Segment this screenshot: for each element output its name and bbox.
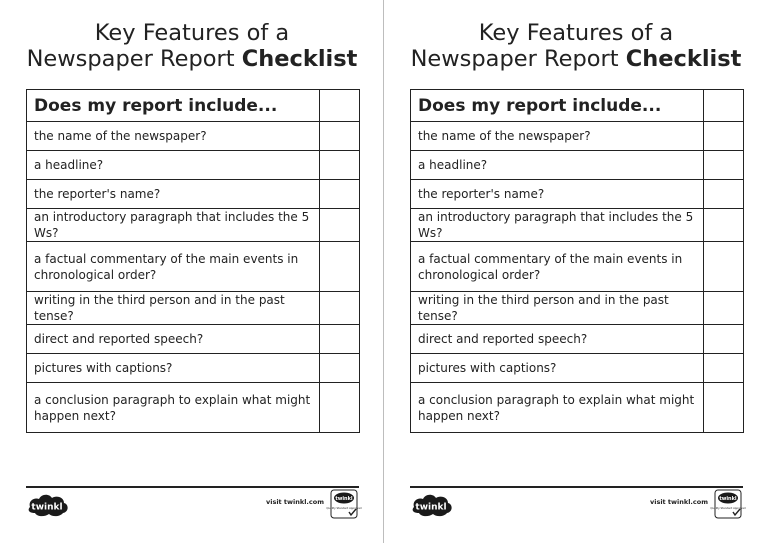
checkbox-cell[interactable] (704, 383, 744, 433)
checklist-item: direct and reported speech? (411, 325, 704, 354)
badge-subtext: Quality Standard Approved (710, 507, 746, 510)
checkbox-cell[interactable] (320, 383, 360, 433)
footer-rule (410, 486, 743, 488)
checkbox-cell[interactable] (320, 325, 360, 354)
checklist-header: Does my report include... (411, 90, 704, 122)
checklist-item: a factual commentary of the main events in chronological order? (27, 242, 320, 292)
checkbox-cell[interactable] (704, 292, 744, 325)
checklist-item: a factual commentary of the main events in chronological order? (411, 242, 704, 292)
quality-badge-icon (710, 489, 746, 519)
checkbox-cell[interactable] (320, 242, 360, 292)
title-line-2-bold: Checklist (241, 46, 358, 72)
checklist-header: Does my report include... (27, 90, 320, 122)
checklist-table (26, 89, 360, 433)
checklist-item: a headline? (27, 151, 320, 180)
badge-text: twinkl (719, 496, 737, 502)
checklist-item: direct and reported speech? (27, 325, 320, 354)
checkbox-cell[interactable] (704, 242, 744, 292)
checkbox-cell[interactable] (704, 90, 744, 122)
checkbox-cell[interactable] (320, 122, 360, 151)
checkbox-cell[interactable] (704, 151, 744, 180)
checkbox-cell[interactable] (320, 292, 360, 325)
badge-text: twinkl (335, 496, 353, 502)
twinkl-logo (26, 490, 70, 518)
checklist-item: an introductory paragraph that includes the 5 Ws? (411, 209, 704, 242)
checklist-item: an introductory paragraph that includes the 5 Ws? (27, 209, 320, 242)
title-line-1: Key Features of a (478, 20, 674, 46)
checkbox-cell[interactable] (704, 209, 744, 242)
logo-text: twinkl (31, 502, 63, 513)
checklist-table (410, 89, 744, 433)
visit-link[interactable]: visit twinkl.com (265, 498, 324, 506)
checkbox-cell[interactable] (704, 325, 744, 354)
checklist-item: a headline? (411, 151, 704, 180)
title-line-2-plain: Newspaper Report (26, 46, 242, 72)
checklist-item: a conclusion paragraph to explain what might happen next? (27, 383, 320, 433)
visit-link[interactable]: visit twinkl.com (649, 498, 708, 506)
checklist-sheet-right (384, 0, 768, 543)
checkbox-cell[interactable] (704, 354, 744, 383)
footer-rule (26, 486, 359, 488)
checkbox-cell[interactable] (320, 151, 360, 180)
checklist-item: the name of the newspaper? (27, 122, 320, 151)
logo-text: twinkl (415, 502, 447, 513)
checkbox-cell[interactable] (704, 180, 744, 209)
checkbox-cell[interactable] (704, 122, 744, 151)
checklist-item: a conclusion paragraph to explain what might happen next? (411, 383, 704, 433)
checklist-item: the reporter's name? (411, 180, 704, 209)
checklist-item: writing in the third person and in the past tense? (27, 292, 320, 325)
checklist-item: writing in the third person and in the past tense? (411, 292, 704, 325)
title-line-2-bold: Checklist (625, 46, 742, 72)
checklist-item: pictures with captions? (27, 354, 320, 383)
checklist-item: pictures with captions? (411, 354, 704, 383)
title-line-2 (384, 46, 768, 72)
checkbox-cell[interactable] (320, 354, 360, 383)
quality-badge-icon (326, 489, 362, 519)
checkbox-cell[interactable] (320, 90, 360, 122)
checklist-item: the name of the newspaper? (411, 122, 704, 151)
twinkl-logo (410, 490, 454, 518)
title-line-1: Key Features of a (94, 20, 290, 46)
title-line-2 (0, 46, 384, 72)
badge-subtext: Quality Standard Approved (326, 507, 362, 510)
checkbox-cell[interactable] (320, 209, 360, 242)
title-line-2-plain: Newspaper Report (410, 46, 626, 72)
checklist-item: the reporter's name? (27, 180, 320, 209)
checkbox-cell[interactable] (320, 180, 360, 209)
